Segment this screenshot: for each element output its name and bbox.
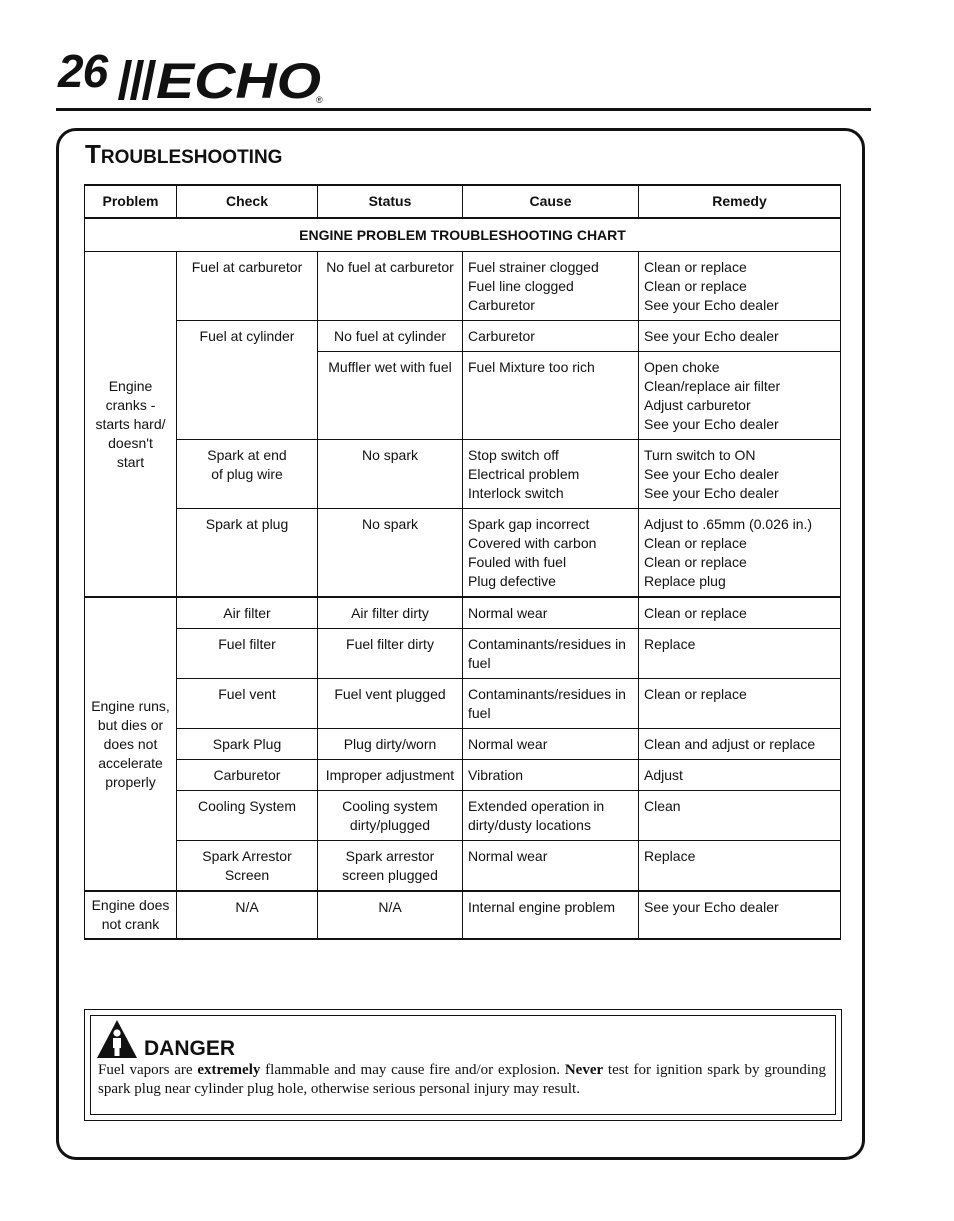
- status-cell-line: Fuel vent plugged: [334, 686, 446, 702]
- check-cell-line: Spark Plug: [212, 736, 282, 752]
- problem-cell-line: not crank: [101, 916, 160, 932]
- status-cell-line: No spark: [361, 516, 419, 532]
- status-cell-line: Improper adjustment: [325, 767, 455, 783]
- remedy-cell-line: Clean or replace: [644, 554, 747, 570]
- cause-cell-line: Spark gap incorrect: [468, 516, 590, 532]
- check-cell-line: Fuel at cylinder: [199, 328, 295, 344]
- check-cell: [177, 597, 318, 629]
- check-cell: [177, 629, 318, 679]
- chart-header: [85, 185, 841, 218]
- remedy-cell-line: Replace: [644, 636, 696, 652]
- status-cell: [318, 440, 463, 509]
- cause-cell-line: Carburetor: [468, 297, 535, 313]
- remedy-cell-line: Clean or replace: [644, 686, 747, 702]
- check-cell: [177, 509, 318, 598]
- status-cell: [318, 252, 463, 321]
- cause-cell: [463, 440, 639, 509]
- warning-person-icon: [96, 1019, 138, 1059]
- chart-caption: ENGINE PROBLEM TROUBLESHOOTING CHART: [85, 218, 841, 252]
- problem-cell: [85, 891, 177, 939]
- table-row: [85, 321, 841, 352]
- status-cell-line: No fuel at carburetor: [326, 259, 454, 275]
- cause-cell: [463, 791, 639, 841]
- problem-cell-line: starts hard/: [95, 415, 166, 432]
- cause-cell-line: Fuel strainer clogged: [468, 259, 599, 275]
- check-cell: [177, 440, 318, 509]
- cause-cell-line: Extended operation in: [468, 798, 605, 814]
- troubleshooting-chart: [84, 184, 841, 940]
- table-row: [85, 440, 841, 509]
- cause-cell-line: Electrical problem: [468, 466, 580, 482]
- cause-cell-line: Carburetor: [468, 328, 535, 344]
- cause-cell-line: dirty/dusty locations: [468, 817, 591, 833]
- remedy-cell-line: See your Echo dealer: [644, 899, 779, 915]
- cause-cell-line: Fuel Mixture too rich: [468, 359, 595, 375]
- problem-cell-line: cranks -: [105, 396, 156, 413]
- status-cell-line: Cooling system: [342, 798, 438, 814]
- remedy-cell-line: Clean or replace: [644, 278, 747, 294]
- table-row: [85, 629, 841, 679]
- remedy-cell-line: Clean and adjust or replace: [644, 736, 816, 752]
- table-row: [85, 729, 841, 760]
- check-cell-line: Screen: [224, 867, 270, 883]
- cause-cell: [463, 509, 639, 598]
- remedy-cell: [639, 352, 841, 440]
- table-row: [85, 791, 841, 841]
- remedy-cell-line: Clean or replace: [644, 535, 747, 551]
- problem-cell-line: but dies or: [97, 716, 164, 733]
- cause-cell: [463, 841, 639, 892]
- remedy-cell: [639, 760, 841, 791]
- check-cell-line: Spark Arrestor: [202, 848, 292, 864]
- remedy-cell-line: See your Echo dealer: [644, 297, 779, 313]
- check-cell-line: Carburetor: [213, 767, 281, 783]
- status-cell: [318, 760, 463, 791]
- status-cell-line: Plug dirty/worn: [343, 736, 437, 752]
- remedy-cell-line: See your Echo dealer: [644, 328, 779, 344]
- cause-cell-line: Vibration: [468, 767, 524, 783]
- status-cell: [318, 729, 463, 760]
- danger-text: [98, 1061, 826, 1099]
- check-cell: [177, 791, 318, 841]
- cause-cell-line: Normal wear: [468, 605, 548, 621]
- problem-cell-line: Engine runs,: [91, 697, 170, 714]
- table-row: [85, 509, 841, 598]
- cause-cell-line: Internal engine problem: [468, 899, 616, 915]
- cause-cell: [463, 629, 639, 679]
- check-cell-line: Cooling System: [197, 798, 297, 814]
- remedy-cell-line: Replace: [644, 848, 696, 864]
- cause-cell-line: Contaminants/residues in: [468, 636, 626, 652]
- section-title-rest: ROUBLESHOOTING: [100, 147, 283, 168]
- remedy-cell: [639, 440, 841, 509]
- remedy-cell: [639, 791, 841, 841]
- section-title-initial: T: [85, 139, 101, 169]
- remedy-cell-line: Adjust: [644, 767, 683, 783]
- remedy-cell-line: Clean/replace air filter: [644, 378, 781, 394]
- danger-text-part: Fuel vapors are: [98, 1062, 198, 1078]
- check-cell: [177, 252, 318, 321]
- check-cell-line: N/A: [235, 899, 259, 915]
- check-cell-line: Spark at end: [207, 447, 287, 463]
- check-cell: [177, 321, 318, 440]
- table-row: [85, 841, 841, 892]
- status-cell: [318, 509, 463, 598]
- danger-title: DANGER: [144, 1037, 236, 1060]
- remedy-cell-line: Adjust carburetor: [644, 397, 751, 413]
- danger-emphasis: extremely: [197, 1062, 261, 1078]
- check-cell: [177, 841, 318, 892]
- remedy-cell: [639, 321, 841, 352]
- cause-cell-line: Interlock switch: [468, 485, 564, 501]
- cause-cell-line: Covered with carbon: [468, 535, 597, 551]
- remedy-cell-line: Clean or replace: [644, 259, 747, 275]
- column-header: Cause: [463, 185, 639, 218]
- remedy-cell: [639, 679, 841, 729]
- check-cell-line: Fuel vent: [218, 686, 276, 702]
- status-cell-line: Air filter dirty: [351, 605, 429, 621]
- chart-body: [85, 252, 841, 940]
- cause-cell: [463, 252, 639, 321]
- cause-cell: [463, 321, 639, 352]
- logo-text: ECHO: [156, 54, 322, 104]
- table-row: [85, 679, 841, 729]
- status-cell-line: No fuel at cylinder: [333, 328, 447, 344]
- danger-text-part: test for ignition spark by grounding spark plug near cylinder plug hole, otherwise serious personal injury may result.: [98, 1062, 827, 1097]
- table-row: [85, 760, 841, 791]
- registered-mark: ®: [316, 95, 323, 104]
- column-header: Remedy: [639, 185, 841, 218]
- cause-cell-line: Normal wear: [468, 848, 548, 864]
- status-cell: [318, 841, 463, 892]
- table-row: [85, 597, 841, 629]
- remedy-cell: [639, 597, 841, 629]
- problem-cell-line: properly: [105, 773, 156, 790]
- page-number: 26: [58, 45, 108, 97]
- status-cell: [318, 321, 463, 352]
- status-cell-line: N/A: [378, 899, 402, 915]
- danger-emphasis: Never: [564, 1062, 604, 1078]
- cause-cell: [463, 729, 639, 760]
- check-cell: [177, 891, 318, 939]
- status-cell-line: Muffler wet with fuel: [328, 359, 452, 375]
- check-cell: [177, 729, 318, 760]
- problem-cell-line: Engine: [108, 377, 153, 394]
- status-cell: [318, 791, 463, 841]
- cause-cell: [463, 679, 639, 729]
- check-cell-line: of plug wire: [211, 466, 283, 482]
- remedy-cell: [639, 629, 841, 679]
- remedy-cell: [639, 509, 841, 598]
- check-cell: [177, 760, 318, 791]
- cause-cell: [463, 597, 639, 629]
- status-cell: [318, 891, 463, 939]
- problem-cell-line: start: [116, 453, 145, 470]
- remedy-cell-line: Clean or replace: [644, 605, 747, 621]
- remedy-cell-line: See your Echo dealer: [644, 466, 779, 482]
- column-header: Check: [177, 185, 318, 218]
- remedy-cell: [639, 841, 841, 892]
- cause-cell-line: Normal wear: [468, 736, 548, 752]
- remedy-cell: [639, 252, 841, 321]
- status-cell: [318, 629, 463, 679]
- remedy-cell-line: See your Echo dealer: [644, 416, 779, 432]
- table-row: [85, 891, 841, 939]
- status-cell-line: screen plugged: [342, 867, 438, 883]
- remedy-cell-line: Open choke: [644, 359, 720, 375]
- cause-cell-line: fuel: [468, 655, 491, 671]
- status-cell: [318, 679, 463, 729]
- problem-cell: [85, 597, 177, 891]
- column-header: Status: [318, 185, 463, 218]
- check-cell: [177, 679, 318, 729]
- remedy-cell-line: Turn switch to ON: [644, 447, 756, 463]
- problem-cell: [85, 252, 177, 598]
- cause-cell-line: Fouled with fuel: [468, 554, 567, 570]
- column-header: Problem: [85, 185, 177, 218]
- remedy-cell-line: Adjust to .65mm (0.026 in.): [644, 516, 813, 532]
- check-cell-line: Air filter: [223, 605, 271, 621]
- problem-cell-line: doesn't: [108, 434, 153, 451]
- cause-cell-line: fuel: [468, 705, 491, 721]
- remedy-cell-line: Clean: [644, 798, 681, 814]
- status-cell-line: No spark: [361, 447, 419, 463]
- check-cell-line: Spark at plug: [205, 516, 289, 532]
- status-cell-line: Fuel filter dirty: [346, 636, 434, 652]
- remedy-cell: [639, 729, 841, 760]
- echo-logo: [108, 54, 328, 104]
- cause-cell-line: Contaminants/residues in: [468, 686, 626, 702]
- danger-text-part: flammable and may cause fire and/or explosion.: [260, 1062, 565, 1078]
- problem-cell-line: accelerate: [98, 754, 163, 771]
- cause-cell: [463, 760, 639, 791]
- cause-cell: [463, 352, 639, 440]
- cause-cell-line: Fuel line clogged: [468, 278, 574, 294]
- table-row: [85, 252, 841, 321]
- cause-cell-line: Stop switch off: [468, 447, 559, 463]
- problem-cell-line: does not: [103, 735, 158, 752]
- status-cell: [318, 597, 463, 629]
- remedy-cell-line: Replace plug: [644, 573, 726, 589]
- check-cell-line: Fuel filter: [218, 636, 276, 652]
- remedy-cell-line: See your Echo dealer: [644, 485, 779, 501]
- status-cell: [318, 352, 463, 440]
- check-cell-line: Fuel at carburetor: [191, 259, 303, 275]
- status-cell-line: Spark arrestor: [345, 848, 435, 864]
- problem-cell-line: Engine does: [91, 897, 170, 913]
- section-title: [85, 141, 282, 167]
- status-cell-line: dirty/plugged: [349, 817, 431, 833]
- header-rule: [56, 108, 871, 111]
- remedy-cell: [639, 891, 841, 939]
- cause-cell: [463, 891, 639, 939]
- cause-cell-line: Plug defective: [468, 573, 556, 589]
